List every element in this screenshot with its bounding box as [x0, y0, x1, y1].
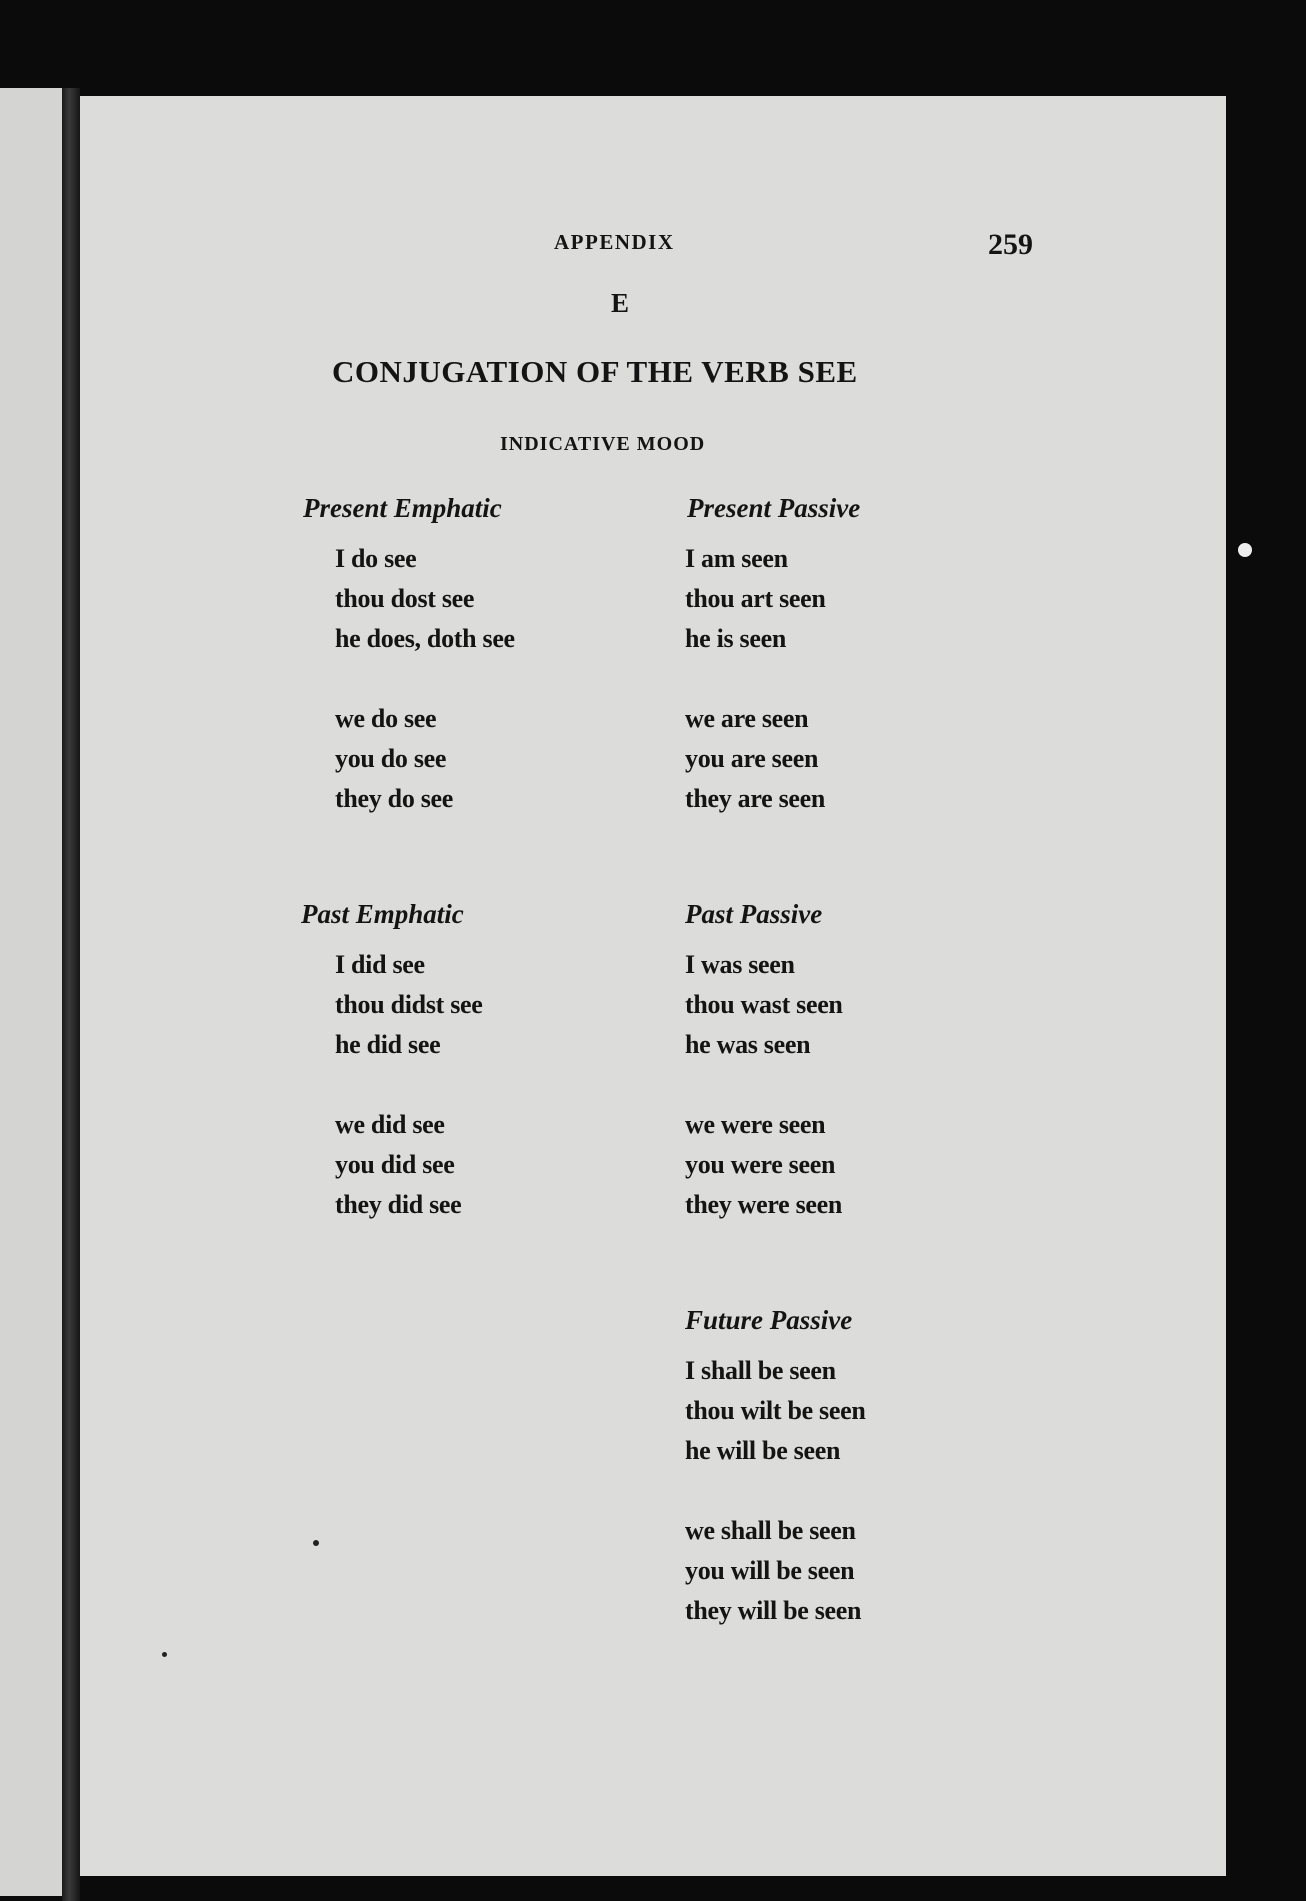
- conjugation-line: they were seen: [685, 1190, 843, 1219]
- conjugation-line: he was seen: [685, 1030, 811, 1059]
- page-title: CONJUGATION OF THE VERB SEE: [332, 354, 858, 389]
- tense-heading-future-passive: Future Passive: [685, 1305, 853, 1335]
- conjugation-line: we were seen: [685, 1110, 826, 1139]
- page-number: 259: [988, 228, 1033, 261]
- conjugation-line: they will be seen: [685, 1596, 862, 1625]
- conjugation-line: you do see: [335, 744, 447, 773]
- scan-speck: [162, 1652, 167, 1657]
- conjugation-line: we are seen: [685, 704, 809, 733]
- conjugation-line: thou wast seen: [685, 990, 843, 1019]
- conjugation-line: you were seen: [685, 1150, 836, 1179]
- conjugation-line: he is seen: [685, 624, 787, 653]
- tense-heading-present-passive: Present Passive: [687, 493, 861, 523]
- facing-page-edge: [0, 88, 62, 1896]
- conjugation-line: thou wilt be seen: [685, 1396, 866, 1425]
- conjugation-line: he will be seen: [685, 1436, 841, 1465]
- conjugation-line: we did see: [335, 1110, 445, 1139]
- conjugation-line: we do see: [335, 704, 437, 733]
- tense-heading-past-passive: Past Passive: [685, 899, 823, 929]
- book-gutter: [62, 88, 80, 1901]
- conjugation-line: I do see: [335, 544, 417, 573]
- conjugation-line: I was seen: [685, 950, 795, 979]
- conjugation-line: I shall be seen: [685, 1356, 836, 1385]
- conjugation-line: you are seen: [685, 744, 819, 773]
- section-letter: E: [611, 288, 630, 318]
- conjugation-line: we shall be seen: [685, 1516, 856, 1545]
- scan-speck: [313, 1540, 319, 1546]
- conjugation-line: they did see: [335, 1190, 462, 1219]
- scan-artifact: [1238, 543, 1252, 557]
- conjugation-line: he does, doth see: [335, 624, 515, 653]
- conjugation-line: you will be seen: [685, 1556, 855, 1585]
- conjugation-line: thou art seen: [685, 584, 826, 613]
- conjugation-line: thou dost see: [335, 584, 475, 613]
- tense-heading-past-emphatic: Past Emphatic: [301, 899, 464, 929]
- conjugation-line: they do see: [335, 784, 454, 813]
- running-head: APPENDIX: [554, 230, 675, 254]
- book-page: [80, 96, 1226, 1876]
- conjugation-line: thou didst see: [335, 990, 483, 1019]
- conjugation-line: they are seen: [685, 784, 826, 813]
- conjugation-line: you did see: [335, 1150, 455, 1179]
- conjugation-line: I did see: [335, 950, 425, 979]
- conjugation-line: he did see: [335, 1030, 441, 1059]
- tense-heading-present-emphatic: Present Emphatic: [303, 493, 502, 523]
- conjugation-line: I am seen: [685, 544, 788, 573]
- mood-subtitle: INDICATIVE MOOD: [500, 433, 706, 455]
